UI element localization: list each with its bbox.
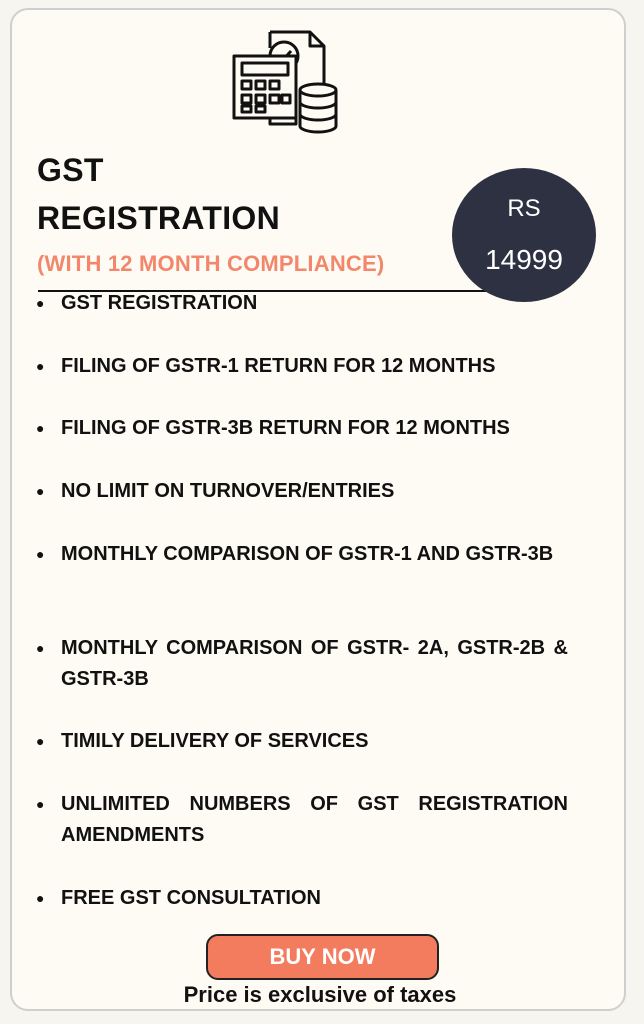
bullet-dot-icon: ● [36, 546, 45, 562]
plan-subtitle: (WITH 12 MONTH COMPLIANCE) [37, 251, 385, 276]
bullet-dot-icon: ● [36, 420, 45, 436]
price-badge [452, 168, 596, 302]
feature-text: TIMILY DELIVERY OF SERVICES [61, 730, 369, 752]
bullet-dot-icon: ● [36, 358, 45, 374]
plan-title-line-1: GST [37, 152, 104, 188]
feature-item [36, 789, 568, 851]
bullet-dot-icon: ● [36, 890, 45, 906]
feature-item [36, 883, 568, 914]
price-currency: RS [507, 195, 541, 222]
feature-text: FREE GST CONSULTATION [61, 887, 321, 909]
feature-item [36, 726, 568, 757]
feature-item [36, 351, 568, 382]
feature-text: UNLIMITED NUMBERS OF GST REGISTRATION AMENDMENTS [61, 793, 568, 846]
feature-item [36, 539, 568, 570]
feature-text: GST REGISTRATION [61, 292, 258, 314]
feature-text: MONTHLY COMPARISON OF GSTR-1 AND GSTR-3B [61, 543, 554, 565]
bullet-dot-icon: ● [36, 483, 45, 499]
price-amount: 14999 [485, 244, 563, 275]
bullet-dot-icon: ● [36, 796, 45, 812]
bullet-dot-icon: ● [36, 640, 45, 656]
accounting-calculator-icon [230, 26, 342, 136]
feature-item [36, 413, 568, 444]
feature-text: MONTHLY COMPARISON OF GSTR- 2A, GSTR-2B & GSTR-3B [61, 637, 568, 690]
plan-title [37, 146, 280, 242]
feature-text: FILING OF GSTR-3B RETURN FOR 12 MONTHS [61, 417, 510, 439]
feature-text: FILING OF GSTR-1 RETURN FOR 12 MONTHS [61, 355, 496, 377]
feature-item [36, 476, 568, 507]
feature-item [36, 288, 568, 319]
bullet-dot-icon: ● [36, 295, 45, 311]
buy-now-button[interactable]: BUY NOW [206, 934, 439, 980]
plan-title-line-2: REGISTRATION [37, 200, 281, 236]
bullet-dot-icon: ● [36, 733, 45, 749]
feature-item [36, 633, 568, 695]
tax-note: Price is exclusive of taxes [183, 982, 457, 1007]
pricing-card [10, 8, 626, 1011]
feature-text: NO LIMIT ON TURNOVER/ENTRIES [61, 480, 395, 502]
